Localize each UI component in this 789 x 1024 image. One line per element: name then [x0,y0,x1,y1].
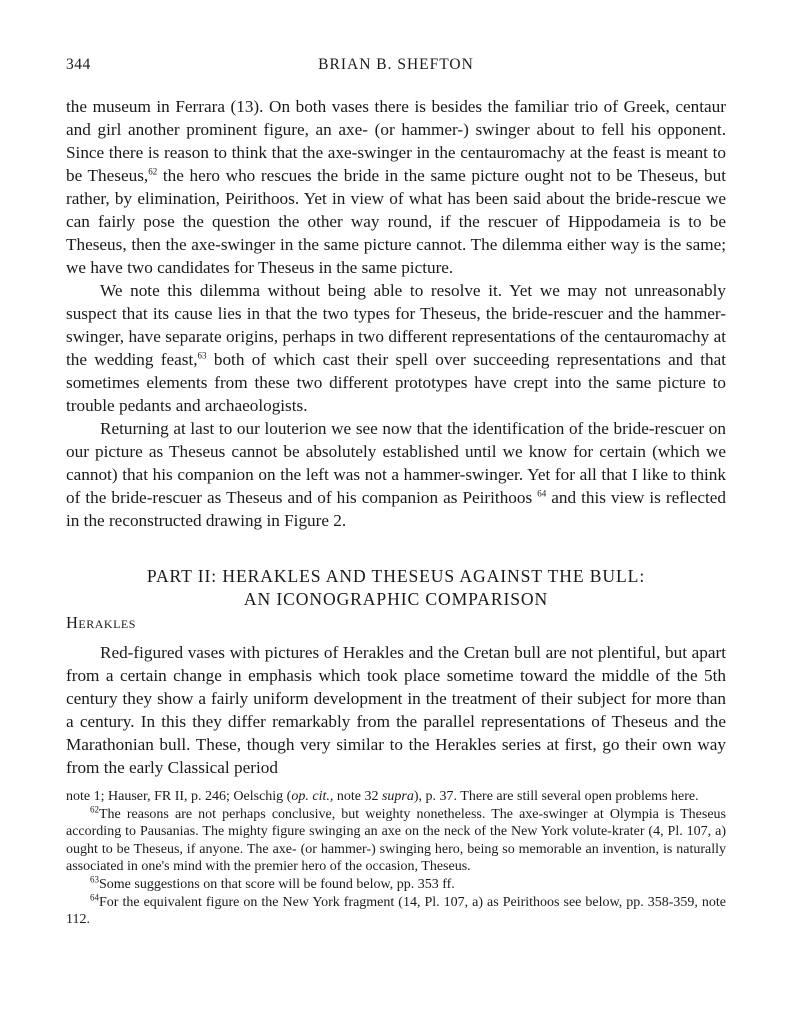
body-text-top [66,95,726,532]
footnote-number: 64 [90,891,99,902]
footnote-ref-64[interactable]: 64 [537,488,547,499]
paragraph-3: Returning at last to our louterion we see now that the identification of the bride-rescuer on our picture as Theseus cannot be absolutely established until we know for certain (which we cannot) that his companion on the left was not a hammer-swinger. Yet for all that I like to think of the bride-rescuer as Theseus and of his companion as Peirithoos $^{64}$ and this view is reflected in the reconstructed drawing in Figure 2. [66,419,726,530]
page-number: 344 [66,56,91,73]
part-heading-line-2: AN ICONOGRAPHIC COMPARISON [243,589,549,609]
running-title: BRIAN B. SHEFTON [318,56,474,73]
footnote-number: 62 [90,803,99,814]
part-heading-line-1: PART II: HERAKLES AND THESEUS AGAINST THE BULL: [146,566,646,586]
section-subheading: Herakles [66,613,136,632]
footnote-62: $^{62}$The reasons are not perhaps conclusive, but weighty nonetheless. The axe-swinger at Olympia is Theseus according to Pausanias. The mighty figure swinging an axe on the neck of the New York volute-krater (4, Pl. 107, a) ought to be Theseus, if anyone. The axe- (or hammer-) swinging hero, being so memorable an invention, is naturally associated in one's mind with the premier hero of the occasion, Theseus. [66,803,726,875]
footnote-64: $^{64}$For the equivalent figure on the New York fragment (14, Pl. 107, a) as Peirithoos see below, pp. 358-359, note 112. [66,891,726,928]
part-heading [66,565,726,611]
footnote-63: $^{63}$Some suggestions on that score will be found below, pp. 353 ff. [90,874,455,892]
paragraph-2: We note this dilemma without being able to resolve it. Yet we may not unreasonably suspect that its cause lies in that the two types for Theseus, the bride-rescuer and the hammer-swinger, have separate origins, perhaps in two different representations of the centauromachy at the wedding feast,$^{63}$ both of which cast their spell over succeeding representations and that sometimes elements from these two different prototypes have crept into the same picture to trouble pedants and archaeologists. [66,281,726,415]
footnote-ref-62[interactable]: 62 [148,166,158,177]
paragraph-1: the museum in Ferrara (13). On both vases there is besides the familiar trio of Greek, centaur and girl another prominent figure, an axe- (or hammer-) swinger about to fell his opponent. Since there is reason to think that the axe-swinger in the centauromachy at the feast is meant to be Theseus,$^{62}$ the hero who rescues the bride in the same picture ought not to be Theseus, but rather, by elimination, Peirithoos. Yet in view of what has been said about the bride-rescue we can fairly pose the question the other way round, if the rescuer of Hippodameia is to be Theseus, then the axe-swinger in the same picture cannot. The dilemma either way is the same; we have two candidates for Theseus in the same picture. [66,97,727,277]
footnote-ref-63[interactable]: 63 [197,350,207,361]
paragraph-4: Red-figured vases with pictures of Herakles and the Cretan bull are not plentiful, but apart from a certain change in emphasis which took place sometime toward the middle of the 5th century they show a fairly uniform development in the treatment of their subject for more than a century. In this they differ remarkably from the parallel representations of Theseus and the Marathonian bull. These, though very similar to the Herakles series at first, go their own way from the early Classical period [66,643,726,777]
page-header [66,56,726,80]
footnotes [66,788,726,929]
body-text-bottom [66,641,726,779]
footnote-continuation: note 1; Hauser, FR II, p. 246; Oelschig (op. cit., note 32 supra), p. 37. There are still several open problems here. [66,789,699,804]
footnote-number: 63 [90,874,99,885]
